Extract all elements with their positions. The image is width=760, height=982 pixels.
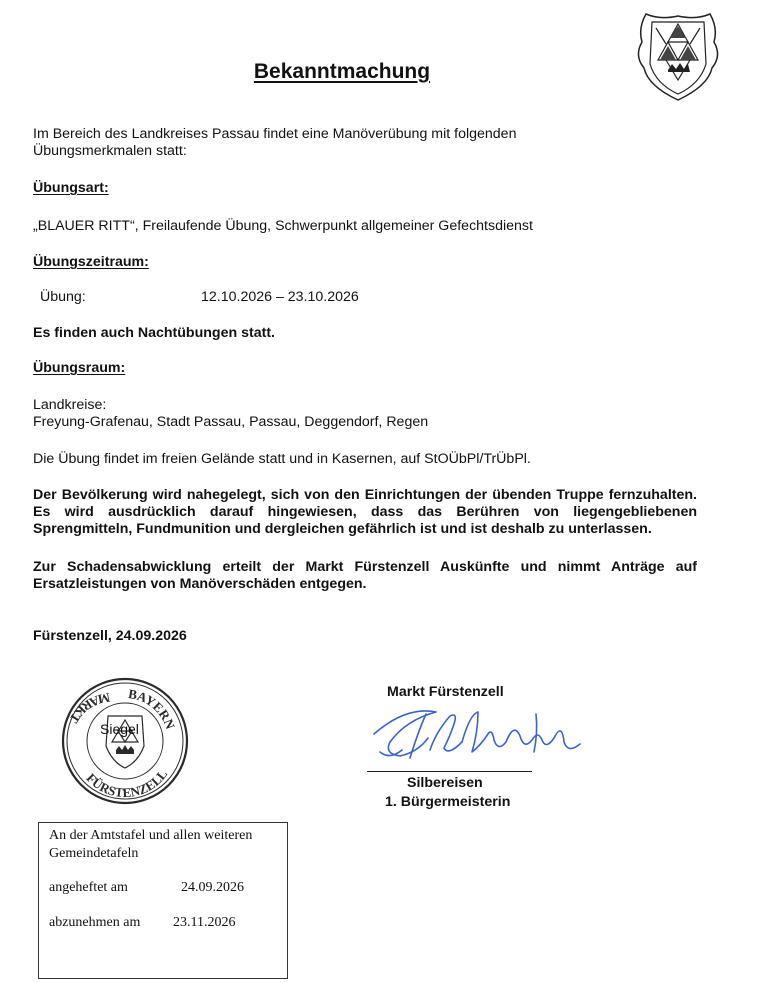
posting-notice-box <box>38 822 288 979</box>
notice-line: An der Amtstafel und allen weiteren <box>49 828 253 843</box>
section-heading-zeitraum: Übungszeitraum: <box>33 254 149 270</box>
damage-paragraph: Zur Schadensabwicklung erteilt der Markt Fürstenzell Auskünfte und nimmt Anträge auf Ersatzleistungen von Manöverschäden entgegen. <box>33 559 697 592</box>
raum-line: Freyung-Grafenau, Stadt Passau, Passau, Deggendorf, Regen <box>33 414 429 430</box>
signature-org: Markt Fürstenzell <box>387 684 504 700</box>
seal-text-bottom: FÜRSTENZELL <box>83 766 171 801</box>
signer-role: 1. Bürgermeisterin <box>385 794 511 810</box>
seal-text-left: MARKT <box>66 690 112 726</box>
intro-line: Übungsmerkmalen statt: <box>33 143 187 159</box>
handwritten-signature <box>366 702 591 772</box>
night-exercise-note: Es finden auch Nachtübungen statt. <box>33 325 275 341</box>
signature-line <box>367 771 532 772</box>
remove-date: 23.11.2026 <box>173 915 236 930</box>
notice-line: Gemeindetafeln <box>49 846 139 861</box>
official-seal-icon <box>60 676 190 806</box>
zeitraum-value: 12.10.2026 – 23.10.2026 <box>201 289 359 305</box>
remove-label: abzunehmen am <box>49 915 141 930</box>
signer-name: Silbereisen <box>407 775 483 791</box>
section-heading-art: Übungsart: <box>33 180 109 196</box>
page-title: Bekanntmachung <box>253 60 431 83</box>
section-heading-raum: Übungsraum: <box>33 360 126 376</box>
posted-label: angeheftet am <box>49 880 128 895</box>
seal-overlay-label: Siegel <box>100 721 139 737</box>
warning-paragraph: Der Bevölkerung wird nahegelegt, sich von den Einrichtungen der übenden Truppe fernzuhalten. Es wird ausdrücklich darauf hingewiesen, dass das Berühren von liegengebliebenen Sprengmitteln, Fundmunition und dergleichen gefährlich ist und ist deshalb zu unterlassen. <box>33 487 697 537</box>
zeitraum-label: Übung: <box>40 289 86 305</box>
coat-of-arms-icon <box>636 8 720 104</box>
raum-line: Landkreise: <box>33 397 107 413</box>
gelaende-text: Die Übung findet im freien Gelände statt und in Kasernen, auf StOÜbPl/TrÜbPl. <box>33 451 531 467</box>
section-text-art: „BLAUER RITT“, Freilaufende Übung, Schwerpunkt allgemeiner Gefechtsdienst <box>33 218 533 234</box>
intro-line: Im Bereich des Landkreises Passau findet eine Manöverübung mit folgenden <box>33 126 517 142</box>
place-date: Fürstenzell, 24.09.2026 <box>33 628 187 644</box>
seal-text-top: BAYERN <box>127 686 179 732</box>
signature-handwritten-text <box>396 741 397 742</box>
posted-date: 24.09.2026 <box>181 880 244 895</box>
